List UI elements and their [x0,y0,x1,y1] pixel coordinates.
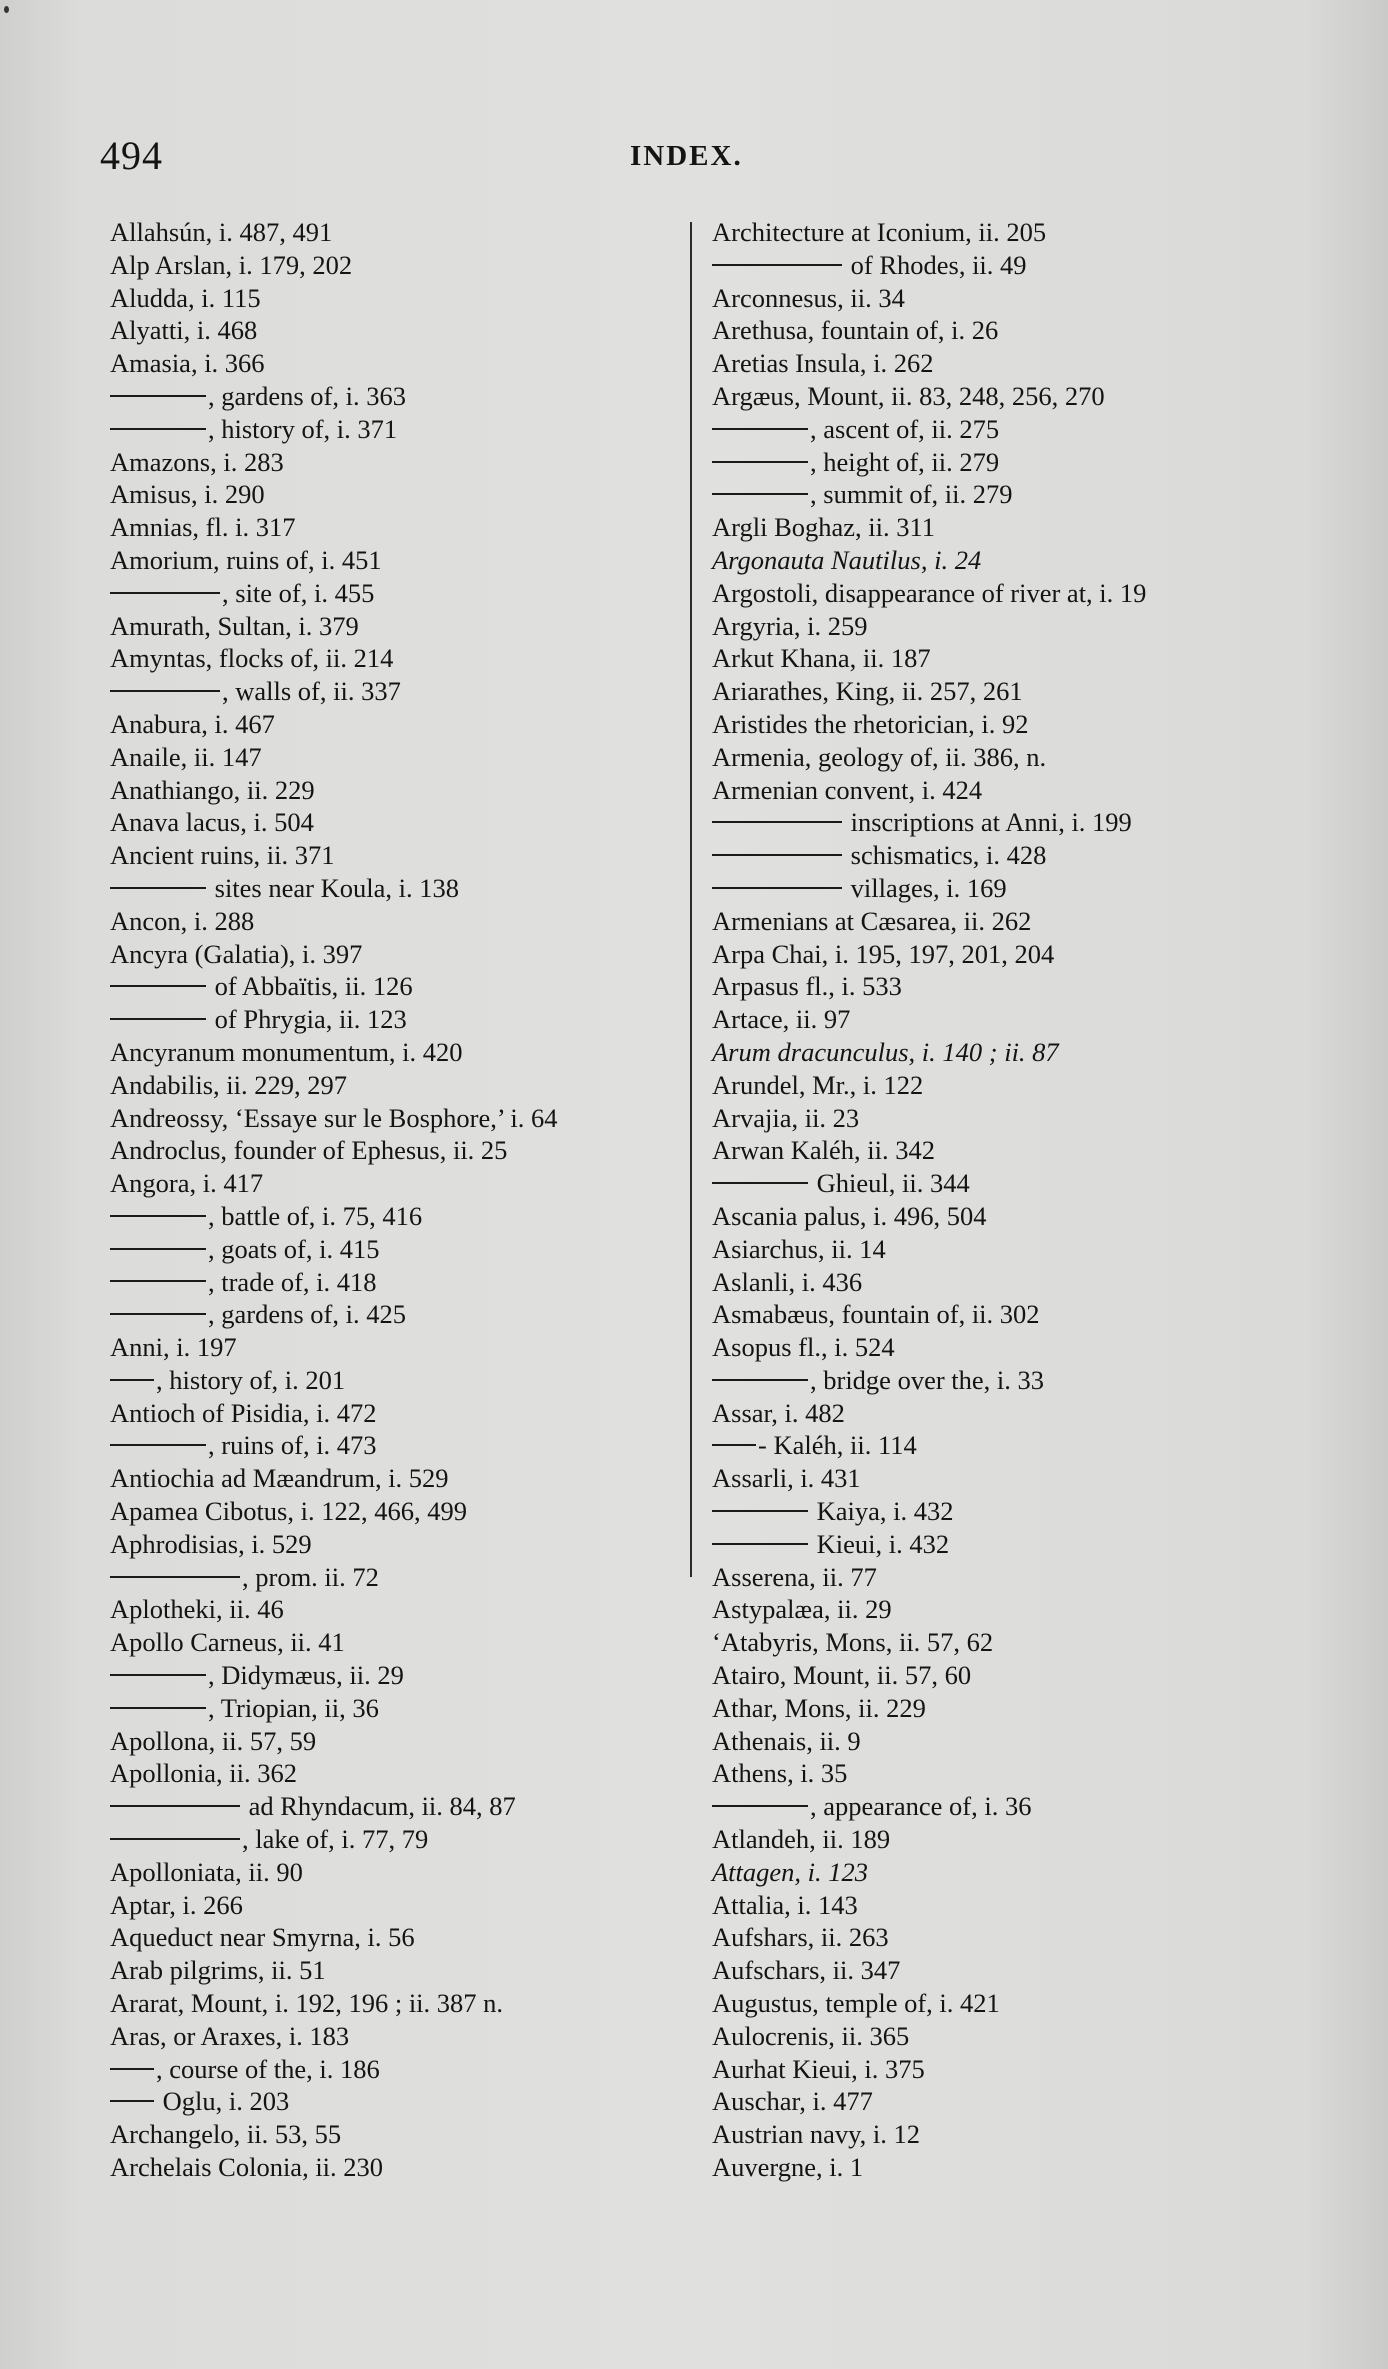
index-entry-text: inscriptions at Anni, i. 199 [844,807,1132,838]
index-entry [712,282,1332,315]
ditto-dash [712,1510,808,1512]
index-entry [110,544,680,577]
index-column-left [110,216,680,2184]
index-entry-text: , ruins of, i. 473 [208,1430,377,1461]
index-entry [712,741,1332,774]
ditto-dash [110,1444,206,1446]
ditto-dash [110,985,206,987]
index-entry-text: Assar, i. 482 [712,1397,845,1428]
index-entry-text: Augustus, temple of, i. 421 [712,1988,1000,2019]
index-entry-text: Anava lacus, i. 504 [110,807,314,838]
index-entry [110,774,680,807]
index-entry [110,1495,680,1528]
index-entry-text: Aslanli, i. 436 [712,1266,863,1297]
index-entry-text: Astypalæa, ii. 29 [712,1594,892,1625]
index-entry-text: Anni, i. 197 [110,1332,237,1363]
ditto-dash [712,264,842,266]
ditto-dash [110,1576,240,1578]
ditto-dash [110,1280,206,1282]
ditto-dash [110,1018,206,1020]
ditto-dash [110,395,206,397]
index-entry [712,938,1332,971]
index-entry [712,1528,1332,1561]
index-entry [712,970,1332,1003]
index-entry [110,1266,680,1299]
index-entry-text: Asopus fl., i. 524 [712,1332,895,1363]
index-entry [110,478,680,511]
column-divider [690,222,692,1577]
index-entry [110,1954,680,1987]
ditto-dash [110,1805,240,1807]
index-entry-text: Ghieul, ii. 344 [810,1168,970,1199]
index-entry-text: Athenais, ii. 9 [712,1725,861,1756]
index-entry [110,216,680,249]
index-entry-text: , trade of, i. 418 [208,1266,377,1297]
index-entry [712,1561,1332,1594]
index-entry-text: Armenia, geology of, ii. 386, n. [712,741,1047,772]
index-entry-text: Apollonia, ii. 362 [110,1758,297,1789]
index-entry [110,2053,680,2086]
index-entry-text: Armenians at Cæsarea, ii. 262 [712,905,1032,936]
index-entry [712,511,1332,544]
ditto-dash [110,1379,154,1381]
index-entry [110,577,680,610]
index-entry [712,544,1332,577]
index-entry-text: Asiarchus, ii. 14 [712,1233,886,1264]
index-entry-text: Arab pilgrims, ii. 51 [110,1955,326,1986]
page-number: 494 [100,133,163,178]
ditto-dash [712,1444,756,1446]
index-entry-text: Anaile, ii. 147 [110,741,262,772]
index-entry-text: Arvajia, ii. 23 [712,1102,860,1133]
index-entry [110,2151,680,2184]
index-entry [712,1233,1332,1266]
index-entry-text: Aplotheki, ii. 46 [110,1594,284,1625]
index-entry-text: Auvergne, i. 1 [712,2152,864,2183]
ditto-dash [712,1543,808,1545]
index-entry [110,806,680,839]
index-entry [712,2053,1332,2086]
index-entry-text: Anabura, i. 467 [110,708,275,739]
index-entry-text: Attalia, i. 143 [712,1889,858,1920]
index-entry [110,446,680,479]
index-entry [712,478,1332,511]
index-entry-text: Assarli, i. 431 [712,1463,861,1494]
index-entry-text: , lake of, i. 77, 79 [242,1824,429,1855]
index-entry [110,347,680,380]
index-entry-text: Arundel, Mr., i. 122 [712,1069,924,1100]
index-entry [712,1266,1332,1299]
index-entry-text: Ancyra (Galatia), i. 397 [110,938,363,969]
index-entry [712,413,1332,446]
index-entry-text: Ascania palus, i. 496, 504 [712,1200,987,1231]
index-entry-text: Aras, or Araxes, i. 183 [110,2020,350,2051]
ditto-dash [712,428,808,430]
index-entry-text: Aulocrenis, ii. 365 [712,2020,910,2051]
index-entry-text: , height of, ii. 279 [810,446,1000,477]
index-entry-text: Argyria, i. 259 [712,610,868,641]
index-entry [712,1397,1332,1430]
index-entry [712,1757,1332,1790]
index-entry-text: , history of, i. 201 [156,1364,346,1395]
index-entry-text: Atairo, Mount, ii. 57, 60 [712,1660,972,1691]
ditto-dash [712,461,808,463]
index-entry [712,446,1332,479]
index-entry [110,380,680,413]
index-entry [110,2085,680,2118]
index-entry-text: Anathiango, ii. 229 [110,774,315,805]
index-entry-text: Argostoli, disappearance of river at, i. 19 [712,577,1147,608]
index-entry-text: , ascent of, ii. 275 [810,413,1000,444]
index-entry [712,1069,1332,1102]
index-entry-text: Asmabæus, fountain of, ii. 302 [712,1299,1040,1330]
index-entry [712,1102,1332,1135]
ditto-dash [712,493,808,495]
index-entry [712,216,1332,249]
index-entry [110,282,680,315]
index-entry-text: , goats of, i. 415 [208,1233,380,1264]
index-entry-text: Ancyranum monumentum, i. 420 [110,1036,463,1067]
index-entry [712,1462,1332,1495]
index-entry-text: Alp Arslan, i. 179, 202 [110,249,353,280]
index-entry-text: of Abbaïtis, ii. 126 [208,971,413,1002]
index-entry-text: Andabilis, ii. 229, 297 [110,1069,348,1100]
ditto-dash [110,1707,206,1709]
index-entry-text: Aufshars, ii. 263 [712,1922,889,1953]
index-entry-text: , appearance of, i. 36 [810,1791,1032,1822]
index-entry [712,380,1332,413]
index-entry-text: Amazons, i. 283 [110,446,284,477]
ditto-dash [110,1674,206,1676]
index-entry-text: , battle of, i. 75, 416 [208,1200,423,1231]
index-entry [712,2020,1332,2053]
index-entry [110,905,680,938]
index-entry-text: Andreossy, ‘Essaye sur le Bosphore,’ i. 64 [110,1102,558,1133]
index-entry-text: Attagen, i. 123 [712,1856,869,1887]
index-entry [110,1790,680,1823]
index-entry-text: Apolloniata, ii. 90 [110,1856,303,1887]
index-entry-text: , history of, i. 371 [208,413,398,444]
index-entry-text: Arpasus fl., i. 533 [712,971,902,1002]
index-entry-text: Artace, ii. 97 [712,1004,851,1035]
index-entry [110,1298,680,1331]
index-entry [712,1823,1332,1856]
index-entry [110,1134,680,1167]
index-entry-text: Arkut Khana, ii. 187 [712,643,931,674]
index-entry [110,1725,680,1758]
index-entry-text: Antiochia ad Mæandrum, i. 529 [110,1463,449,1494]
index-entry [712,347,1332,380]
index-entry [712,610,1332,643]
index-entry [712,1200,1332,1233]
index-entry-text: Armenian convent, i. 424 [712,774,983,805]
index-entry [110,1528,680,1561]
index-entry [712,1889,1332,1922]
index-entry-text: Amnias, fl. i. 317 [110,512,296,543]
index-entry-text: , walls of, ii. 337 [222,676,401,707]
index-entry [110,1593,680,1626]
print-speck [4,6,9,13]
index-entry-text: , prom. ii. 72 [242,1561,379,1592]
index-entry-text: , course of the, i. 186 [156,2053,380,2084]
index-entry [110,1036,680,1069]
index-entry [110,1003,680,1036]
index-entry [712,1790,1332,1823]
index-entry [712,839,1332,872]
index-entry-text: Asserena, ii. 77 [712,1561,877,1592]
index-entry [712,1954,1332,1987]
index-entry [712,1003,1332,1036]
index-entry-text: , bridge over the, i. 33 [810,1364,1045,1395]
index-entry-text: Aufschars, ii. 347 [712,1955,901,1986]
ditto-dash [110,690,220,692]
index-entry [712,708,1332,741]
index-entry-text: ad Rhyndacum, ii. 84, 87 [242,1791,516,1822]
index-entry [110,839,680,872]
index-entry-text: Aurhat Kieui, i. 375 [712,2053,925,2084]
index-entry [110,1364,680,1397]
index-entry-text: Argli Boghaz, ii. 311 [712,512,936,543]
ditto-dash [110,428,206,430]
index-entry [110,1823,680,1856]
index-entry-text: Atlandeh, ii. 189 [712,1824,891,1855]
index-entry-text: , Triopian, ii, 36 [208,1692,379,1723]
index-entry [712,1134,1332,1167]
index-entry [110,1102,680,1135]
index-entry-text: Archelais Colonia, ii. 230 [110,2152,384,2183]
index-entry-text: villages, i. 169 [844,872,1007,903]
index-entry [110,1626,680,1659]
ditto-dash [712,854,842,856]
index-entry-text: Amyntas, flocks of, ii. 214 [110,643,394,674]
index-entry-text: Auschar, i. 477 [712,2086,873,2117]
index-entry [712,1626,1332,1659]
index-entry [712,806,1332,839]
index-entry [110,413,680,446]
index-entry-text: Kieui, i. 432 [810,1528,950,1559]
index-entry-text: Archangelo, ii. 53, 55 [110,2119,342,2150]
index-entry [712,1331,1332,1364]
index-entry [110,1889,680,1922]
index-entry [712,1298,1332,1331]
index-entry-text: Ararat, Mount, i. 192, 196 ; ii. 387 n. [110,1988,504,2019]
index-entry [110,1069,680,1102]
index-entry-text: Amisus, i. 290 [110,479,265,510]
index-entry [110,511,680,544]
index-entry-text: Allahsún, i. 487, 491 [110,217,333,247]
index-entry-text: sites near Koula, i. 138 [208,872,459,903]
index-entry [712,1856,1332,1889]
index-entry [110,314,680,347]
index-entry [110,1233,680,1266]
index-entry-text: Argonauta Nautilus, i. 24 [712,544,982,575]
index-entry-text: Amurath, Sultan, i. 379 [110,610,359,641]
index-entry-text: Aphrodisias, i. 529 [110,1528,312,1559]
index-entry-text: , gardens of, i. 425 [208,1299,406,1330]
index-entry [712,1593,1332,1626]
index-entry [712,1495,1332,1528]
index-entry [712,1659,1332,1692]
index-entry [712,1167,1332,1200]
index-entry [110,1331,680,1364]
index-entry [712,1692,1332,1725]
index-entry-text: Aqueduct near Smyrna, i. 56 [110,1922,415,1953]
index-entry [712,577,1332,610]
index-entry [712,1921,1332,1954]
ditto-dash [110,1313,206,1315]
index-entry [110,1856,680,1889]
ditto-dash [712,887,842,889]
index-entry-text: Aludda, i. 115 [110,282,261,313]
ditto-dash [712,1805,808,1807]
ditto-dash [110,2100,154,2102]
index-entry-text: Argæus, Mount, ii. 83, 248, 256, 270 [712,380,1105,411]
index-entry-text: Athar, Mons, ii. 229 [712,1692,926,1723]
index-entry-text: Ariarathes, King, ii. 257, 261 [712,676,1023,707]
index-entry [110,872,680,905]
ditto-dash [110,1248,206,1250]
index-entry-text: Amasia, i. 366 [110,348,265,379]
ditto-dash [712,821,842,823]
index-entry [110,249,680,282]
index-entry-text: Amorium, ruins of, i. 451 [110,544,382,575]
index-entry-text: Arpa Chai, i. 195, 197, 201, 204 [712,938,1055,969]
index-entry [712,2118,1332,2151]
index-entry [712,1429,1332,1462]
index-entry-text: of Phrygia, ii. 123 [208,1004,407,1035]
index-entry-text: , Didymæus, ii. 29 [208,1660,404,1691]
index-entry [712,905,1332,938]
index-entry [110,1429,680,1462]
index-entry [110,642,680,675]
index-entry-text: , summit of, ii. 279 [810,479,1013,510]
index-entry [110,1757,680,1790]
index-entry [712,642,1332,675]
index-entry-text: Aretias Insula, i. 262 [712,348,934,379]
index-entry [712,249,1332,282]
index-entry-text: Architecture at Iconium, ii. 205 [712,217,1047,247]
index-entry [110,1921,680,1954]
index-entry [110,1200,680,1233]
index-entry [712,1364,1332,1397]
index-entry-text: Austrian navy, i. 12 [712,2119,921,2150]
index-entry [110,2020,680,2053]
ditto-dash [712,1379,808,1381]
index-entry-text: of Rhodes, ii. 49 [844,249,1027,280]
index-entry [712,872,1332,905]
ditto-dash [712,1182,808,1184]
index-entry [110,938,680,971]
index-entry-text: Ancon, i. 288 [110,905,255,936]
index-entry [110,1397,680,1430]
index-entry-text: Kaiya, i. 432 [810,1496,954,1527]
index-entry-text: Arethusa, fountain of, i. 26 [712,315,999,346]
ditto-dash [110,1215,206,1217]
ditto-dash [110,592,220,594]
index-column-right [712,216,1332,2184]
ditto-dash [110,2068,154,2070]
index-entry-text: , gardens of, i. 363 [208,380,406,411]
index-entry [712,1987,1332,2020]
index-entry [110,708,680,741]
index-entry [110,1659,680,1692]
index-entry-text: Arwan Kaléh, ii. 342 [712,1135,935,1166]
index-entry [712,1725,1332,1758]
index-entry-text: Apollo Carneus, ii. 41 [110,1627,345,1658]
index-entry-text: Arconnesus, ii. 34 [712,282,905,313]
index-entry [110,2118,680,2151]
index-entry [712,1036,1332,1069]
index-entry-text: Apollona, ii. 57, 59 [110,1725,317,1756]
page-title: INDEX. [630,140,743,172]
index-entry-text: Aristides the rhetorician, i. 92 [712,708,1029,739]
index-entry [110,1167,680,1200]
ditto-dash [110,1838,240,1840]
index-entry [110,970,680,1003]
index-entry-text: Apamea Cibotus, i. 122, 466, 499 [110,1496,467,1527]
index-entry-text: ‘Atabyris, Mons, ii. 57, 62 [712,1627,994,1658]
index-entry-text: Antioch of Pisidia, i. 472 [110,1397,377,1428]
index-entry-text: Alyatti, i. 468 [110,315,258,346]
index-entry-text: Androclus, founder of Ephesus, ii. 25 [110,1135,508,1166]
index-entry [110,1462,680,1495]
index-entry-text: schismatics, i. 428 [844,840,1047,871]
index-entry-text: Ancient ruins, ii. 371 [110,840,335,871]
index-entry-text: , site of, i. 455 [222,577,375,608]
index-entry [110,675,680,708]
index-entry-text: Oglu, i. 203 [156,2086,290,2117]
index-entry [110,1692,680,1725]
ditto-dash [110,887,206,889]
index-entry [110,741,680,774]
index-entry-text: Athens, i. 35 [712,1758,848,1789]
index-entry [110,1561,680,1594]
index-entry [712,2151,1332,2184]
index-entry [110,1987,680,2020]
index-entry-text: Angora, i. 417 [110,1168,264,1199]
index-entry [712,675,1332,708]
index-entry-text: - Kaléh, ii. 114 [758,1430,917,1461]
index-entry-text: Aptar, i. 266 [110,1889,243,1920]
index-entry [712,314,1332,347]
index-entry [712,774,1332,807]
index-entry-text: Arum dracunculus, i. 140 ; ii. 87 [712,1036,1059,1067]
index-entry [110,610,680,643]
index-entry [712,2085,1332,2118]
